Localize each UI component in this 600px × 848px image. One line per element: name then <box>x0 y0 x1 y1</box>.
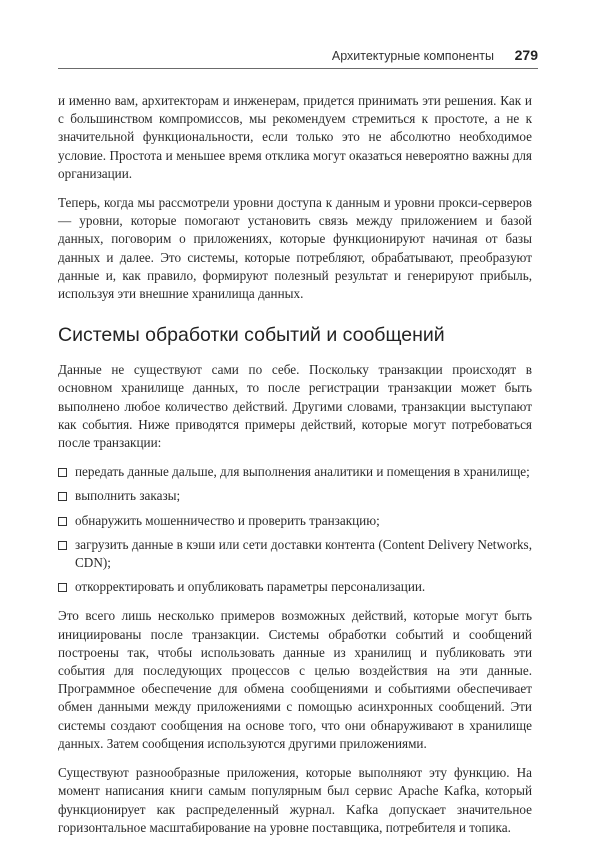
checkbox-bullet-icon <box>58 583 67 592</box>
checkbox-bullet-icon <box>58 541 67 550</box>
list-item <box>58 463 532 481</box>
list-item-text: загрузить данные в кэши или сети доставки контента (Content Delivery Networks, CDN); <box>75 536 532 571</box>
paragraph: Существуют разнообразные приложения, которые выполняют эту функцию. На момент написания книги самым популярным был сервис Apache Kafka, который функционирует как распределенный журнал. Kafka допускает значительное горизонтальное масштабирование на уровне поставщика, потребителя и топика. <box>58 765 532 835</box>
list-item <box>58 536 532 572</box>
running-header <box>58 44 538 69</box>
list-item-text: выполнить заказы; <box>75 488 181 504</box>
list-item-text: передать данные дальше, для выполнения аналитики и помещения в хранилище; <box>75 464 530 480</box>
checkbox-bullet-icon <box>58 468 67 477</box>
paragraph: Это всего лишь несколько примеров возможных действий, которые могут быть инициированы после транзакции. Системы обработки событий и сообщений построены так, чтобы использовать данные из хранилищ и публиковать эти события для последующих процессов с целью воздействия на эти данные. Программное обеспечение для обмена сообщениями и событиями обеспечивает обмен данными между приложениями с помощью асинхронных сообщений. Эти системы создают сообщения на основе того, что они обнаруживают в хранилище данных. Затем сообщения используются другими приложениями. <box>58 608 532 751</box>
page-body <box>58 92 532 848</box>
checkbox-bullet-icon <box>58 492 67 501</box>
list-item <box>58 512 532 530</box>
checkbox-bullet-icon <box>58 517 67 526</box>
running-title: Архитектурные компоненты <box>331 49 494 63</box>
paragraph: Теперь, когда мы рассмотрели уровни доступа к данным и уровни прокси-серверов — уровни, которые помогают установить связь между приложением и базой данных, поговорим о приложениях, которые функционируют начиная от базы данных и далее. Это системы, которые потребляют, обрабатывают, преобразуют данные и, как правило, формируют полезный результат и генерируют прибыль, используя эти внешние хранилища данных. <box>58 195 532 302</box>
section-heading: Системы обработки событий и сообщений <box>58 324 445 347</box>
bullet-list <box>58 463 532 596</box>
paragraph: и именно вам, архитекторам и инженерам, придется принимать эти решения. Как и с большинством компромиссов, мы рекомендуем стремиться к простоте, а не к значительной функциональности, если только это не абсолютно необходимое условие. Простота и меньшее время отклика могут оказаться невероятно важны для организации. <box>58 93 532 181</box>
list-item <box>58 578 532 596</box>
list-item <box>58 487 532 505</box>
list-item-text: обнаружить мошенничество и проверить транзакцию; <box>75 512 380 528</box>
page-number: 279 <box>514 47 538 63</box>
intro-paragraph: Данные не существуют сами по себе. Поскольку транзакции происходят в основном хранилище данных, то после регистрации транзакции может быть выполнено любое количество действий. Другими словами, транзакции выступают как события. Ниже приводятся примеры действий, которые могут потребоваться после транзакции: <box>58 362 532 451</box>
list-item-text: откорректировать и опубликовать параметры персонализации. <box>75 579 426 595</box>
